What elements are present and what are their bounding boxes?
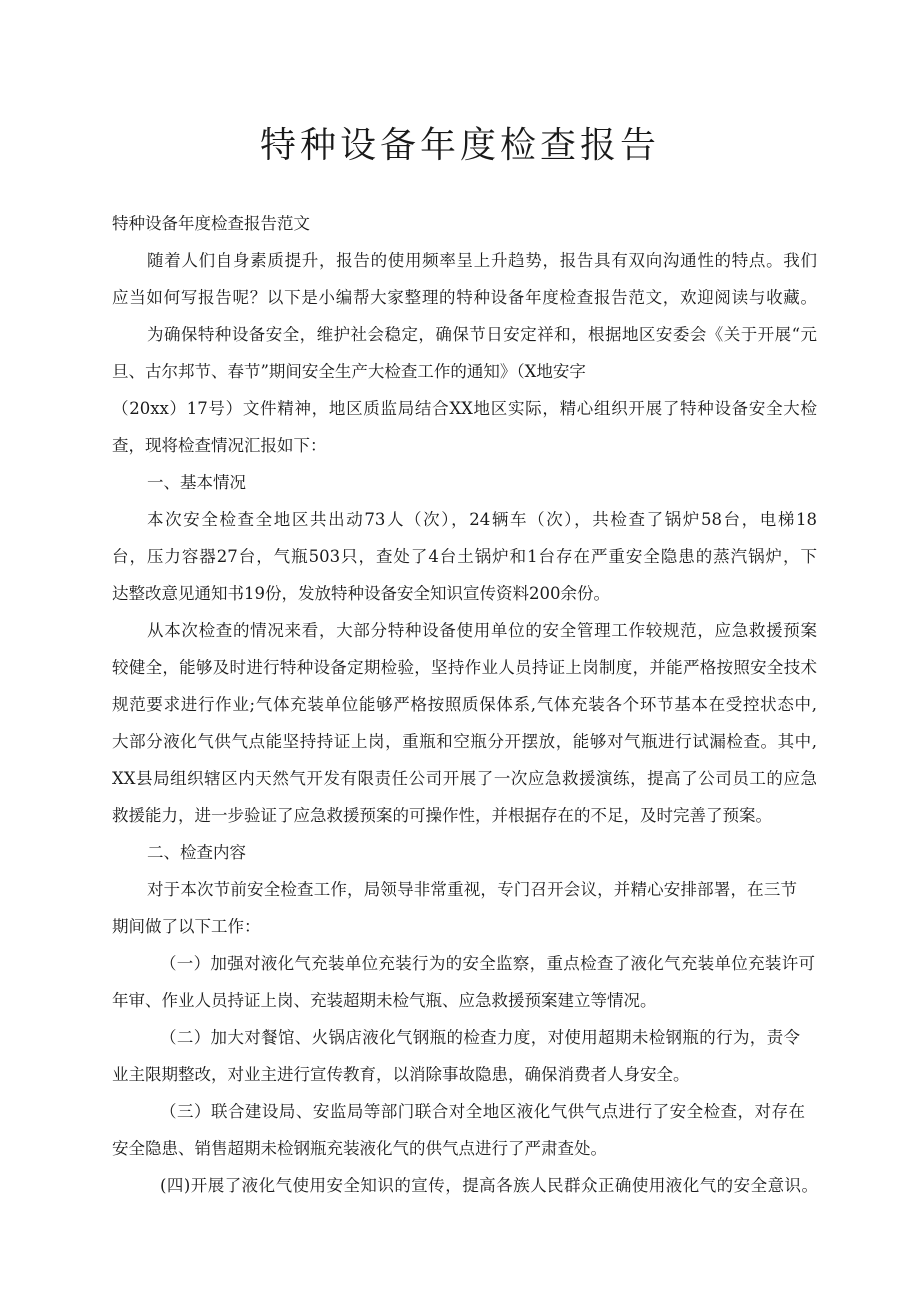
paragraph-line: 业主限期整改，对业主进行宣传教育，以消除事故隐患，确保消费者人身安全。	[112, 1065, 690, 1084]
paragraph-line: 达整改意见通知书19份，发放特种设备安全知识宣传资料200余份。	[112, 584, 610, 603]
paragraph-line: 救援能力，进一步验证了应急救援预案的可操作性，并根据存在的不足，及时完善了预案。	[112, 806, 772, 825]
paragraph-line: 对于本次节前安全检查工作，局领导非常重视，专门召开会议，并精心安排部署，在三节	[147, 880, 797, 899]
section-heading: 一、基本情况	[147, 473, 246, 492]
paragraph-line: 旦、古尔邦节、春节”期间安全生产大检查工作的通知》（X地安字	[112, 362, 586, 381]
paragraph-line: 安全隐患、销售超期未检钢瓶充装液化气的供气点进行了严肃查处。	[112, 1139, 607, 1158]
paragraph-line: 大部分液化气供气点能坚持持证上岗，重瓶和空瓶分开摆放，能够对气瓶进行试漏检查。其中,	[112, 732, 817, 751]
paragraph-line: XX县局组织辖区内天然气开发有限责任公司开展了一次应急救援演练，提高了公司员工的应急	[112, 769, 817, 788]
paragraph-line: （20xx）17号）文件精神，地区质监局结合XX地区实际，精心组织开展了特种设备安全大检	[112, 399, 817, 418]
paragraph-line: 规范要求进行作业;气体充装单位能够严格按照质保体系,气体充装各个环节基本在受控状态中,	[112, 695, 817, 714]
paragraph-line: （三）联合建设局、安监局等部门联合对全地区液化气供气点进行了安全检查，对存在	[160, 1102, 805, 1121]
paragraph-line: 年审、作业人员持证上岗、充装超期未检气瓶、应急救援预案建立等情况。	[112, 991, 657, 1010]
paragraph-line: (四)开展了液化气使用安全知识的宣传，提高各族人民群众正确使用液化气的安全意识。	[160, 1176, 818, 1195]
paragraph-line: 台，压力容器27台，气瓶503只，查处了4台土锅炉和1台存在严重安全隐患的蒸汽锅炉，下	[112, 547, 817, 566]
paragraph-line: 应当如何写报告呢？以下是小编帮大家整理的特种设备年度检查报告范文，欢迎阅读与收藏。	[112, 288, 817, 307]
paragraph-line: 较健全，能够及时进行特种设备定期检验，坚持作业人员持证上岗制度，并能严格按照安全技术	[112, 658, 817, 677]
paragraph-line: 查，现将检查情况汇报如下：	[112, 436, 327, 455]
paragraph-line: （一）加强对液化气充装单位充装行为的安全监察，重点检查了液化气充装单位充装许可	[160, 954, 815, 973]
section-heading: 二、检查内容	[147, 843, 246, 862]
paragraph-line: 从本次检查的情况来看，大部分特种设备使用单位的安全管理工作较规范，应急救援预案	[147, 621, 817, 640]
paragraph-line: 期间做了以下工作：	[112, 917, 261, 936]
paragraph-line: 为确保特种设备安全，维护社会稳定，确保节日安定祥和，根据地区安委会《关于开展“元	[147, 325, 817, 344]
paragraph-line: 随着人们自身素质提升，报告的使用频率呈上升趋势，报告具有双向沟通性的特点。我们	[147, 251, 817, 270]
paragraph-line: 本次安全检查全地区共出动73人（次），24辆车（次），共检查了锅炉58台，电梯18	[147, 510, 817, 529]
document-subtitle: 特种设备年度检查报告范文	[112, 214, 310, 233]
document-title: 特种设备年度检查报告	[259, 125, 660, 166]
paragraph-line: （二）加大对餐馆、火锅店液化气钢瓶的检查力度，对使用超期未检钢瓶的行为，责令	[160, 1028, 800, 1047]
